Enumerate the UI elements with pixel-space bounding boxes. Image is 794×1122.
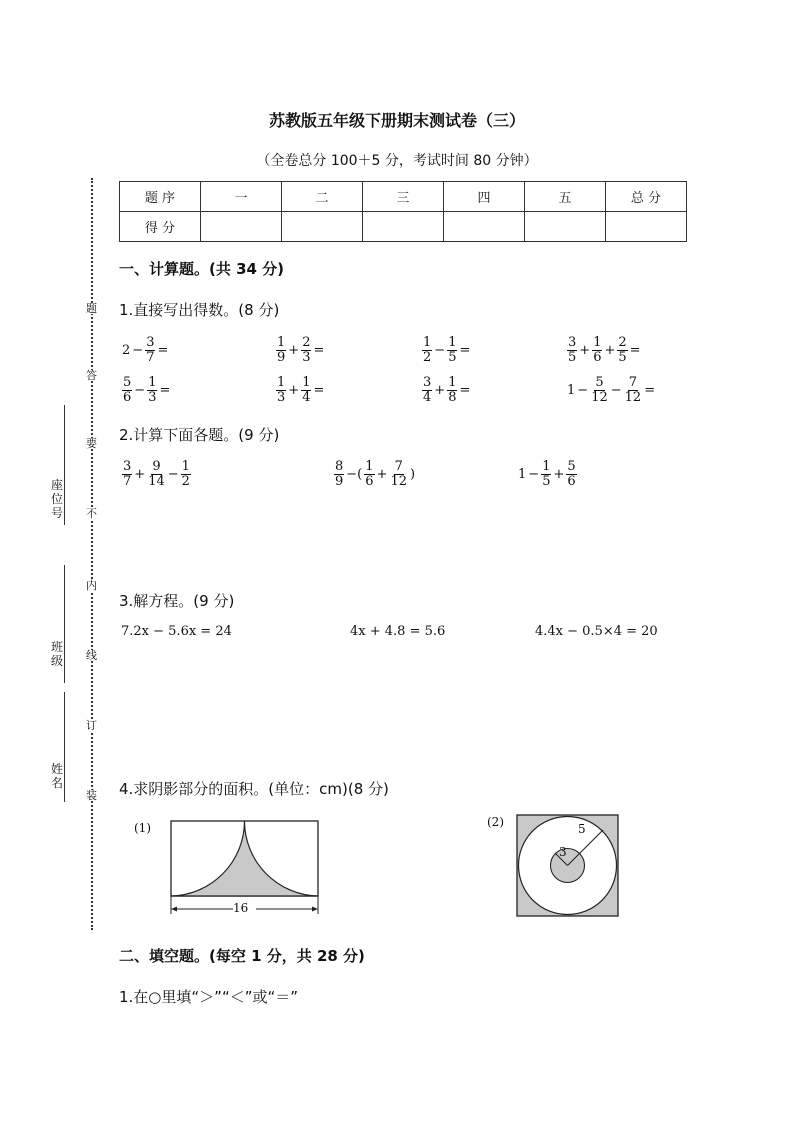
- expression-term: +: [434, 383, 446, 398]
- fraction-numerator: 8: [335, 459, 344, 474]
- fraction-denominator: 9: [335, 474, 344, 489]
- fraction-denominator: 12: [624, 390, 642, 405]
- calculation-item: [333, 460, 416, 489]
- score-table: [119, 181, 687, 242]
- fraction: [147, 376, 157, 405]
- fraction-numerator: 1: [365, 459, 374, 474]
- expression-term: =: [644, 383, 656, 398]
- expression-term: =: [313, 383, 325, 398]
- fraction-denominator: 12: [591, 390, 608, 405]
- q5-title: 1.在○里填“＞”“＜”或“＝”: [119, 988, 299, 1006]
- fraction-denominator: 5: [448, 350, 457, 365]
- fraction: [147, 460, 166, 489]
- fraction-numerator: 1: [448, 335, 457, 350]
- score-row-label: 得 分: [120, 212, 201, 242]
- fraction-denominator: 3: [148, 390, 157, 405]
- fraction: [566, 460, 576, 489]
- fraction-denominator: 5: [542, 474, 551, 489]
- binding-margin-char: 装: [86, 789, 97, 802]
- binding-margin-char: 不: [86, 507, 97, 520]
- fraction-numerator: 3: [123, 459, 132, 474]
- expression-term: −(: [346, 467, 363, 482]
- fraction: [364, 460, 374, 489]
- fraction-numerator: 1: [423, 335, 432, 350]
- figure-2-label: (2): [487, 815, 504, 829]
- page-title: 苏教版五年级下册期末测试卷（三）: [268, 111, 525, 130]
- fraction-numerator: 1: [181, 459, 190, 474]
- fraction-numerator: 1: [277, 335, 286, 350]
- expression-term: =: [629, 343, 641, 358]
- fraction-numerator: 1: [448, 375, 457, 390]
- fraction-denominator: 2: [181, 474, 190, 489]
- expression-term: ): [409, 467, 416, 482]
- figure-1-dimension: 16: [233, 901, 249, 915]
- expression-term: −: [134, 383, 146, 398]
- fraction: [301, 336, 311, 365]
- mental-math-item: [121, 376, 171, 405]
- expression-term: =: [459, 343, 471, 358]
- expression-term: +: [579, 343, 591, 358]
- fraction: [145, 336, 155, 365]
- figure-2-outer-radius: 5: [578, 822, 586, 836]
- expression-term: −: [610, 383, 622, 398]
- fraction-denominator: 12: [390, 474, 407, 489]
- fraction-denominator: 5: [618, 350, 627, 365]
- score-header-cell: 五: [525, 182, 606, 212]
- fraction: [541, 460, 551, 489]
- fraction: [422, 336, 432, 365]
- fraction-denominator: 2: [423, 350, 432, 365]
- binding-margin-char: 订: [86, 719, 97, 732]
- fraction-numerator: 1: [302, 375, 311, 390]
- mental-math-item: [121, 336, 169, 365]
- seat-number-label: 座位号: [50, 478, 63, 520]
- equation-1: 7.2x − 5.6x = 24: [121, 624, 232, 639]
- fraction: [301, 376, 311, 405]
- expression-term: 2: [122, 343, 131, 358]
- fraction-denominator: 6: [567, 474, 576, 489]
- fraction: [592, 336, 602, 365]
- fraction-denominator: 6: [365, 474, 374, 489]
- expression-term: +: [134, 467, 146, 482]
- fraction: [276, 336, 286, 365]
- q2-title: 2.计算下面各题。(9 分): [119, 426, 280, 444]
- fraction-denominator: 8: [448, 390, 457, 405]
- q1-title: 1.直接写出得数。(8 分): [119, 301, 280, 319]
- fraction-denominator: 9: [277, 350, 286, 365]
- score-input-cell[interactable]: [606, 212, 687, 242]
- expression-term: =: [159, 383, 171, 398]
- expression-term: −: [577, 383, 589, 398]
- binding-margin-char: 要: [86, 437, 97, 450]
- fraction-numerator: 3: [146, 335, 155, 350]
- equation-3: 4.4x − 0.5×4 = 20: [535, 624, 658, 639]
- fraction-denominator: 14: [148, 474, 165, 489]
- class-label: 班级: [50, 640, 63, 668]
- fraction-numerator: 7: [394, 459, 403, 474]
- mental-math-item: [421, 376, 471, 405]
- expression-term: +: [553, 467, 565, 482]
- fraction: [624, 376, 643, 405]
- score-header-cell: 三: [363, 182, 444, 212]
- score-header-cell: 总 分: [606, 182, 687, 212]
- fraction-numerator: 1: [542, 459, 551, 474]
- figure-2-diagram: [515, 813, 621, 919]
- fraction-denominator: 6: [593, 350, 602, 365]
- fraction: [334, 460, 344, 489]
- expression-term: +: [604, 343, 616, 358]
- fraction: [567, 336, 577, 365]
- class-line: [64, 565, 65, 683]
- fraction-denominator: 4: [302, 390, 311, 405]
- calculation-item: [517, 460, 578, 489]
- fraction-numerator: 3: [423, 375, 432, 390]
- fraction-denominator: 3: [302, 350, 311, 365]
- score-header-cell: 四: [444, 182, 525, 212]
- binding-margin-char: 题: [86, 302, 97, 315]
- score-input-cell[interactable]: [201, 212, 282, 242]
- fraction-denominator: 4: [423, 390, 432, 405]
- mental-math-item: [421, 336, 471, 365]
- figure-2-inner-radius: 3: [559, 845, 567, 859]
- fraction-denominator: 7: [146, 350, 155, 365]
- fraction-numerator: 5: [567, 459, 576, 474]
- fraction-denominator: 3: [277, 390, 286, 405]
- fraction-numerator: 3: [568, 335, 577, 350]
- equation-2: 4x + 4.8 = 5.6: [350, 624, 446, 639]
- fraction-numerator: 5: [595, 375, 604, 390]
- fraction: [617, 336, 627, 365]
- section-2-heading: 二、填空题。(每空 1 分，共 28 分): [119, 947, 365, 965]
- page-subtitle: （全卷总分 100＋5 分，考试时间 80 分钟）: [256, 153, 538, 169]
- expression-term: =: [313, 343, 325, 358]
- q3-title: 3.解方程。(9 分): [119, 592, 235, 610]
- name-line: [64, 692, 65, 802]
- score-table-header-row: [120, 182, 687, 212]
- fraction-denominator: 5: [568, 350, 577, 365]
- fraction-numerator: 9: [152, 459, 161, 474]
- mental-math-item: [275, 376, 325, 405]
- binding-dotted-line: [91, 178, 93, 930]
- fraction: [276, 376, 286, 405]
- fraction-numerator: 2: [302, 335, 311, 350]
- fraction-numerator: 1: [148, 375, 157, 390]
- section-1-heading: 一、计算题。(共 34 分): [119, 260, 285, 278]
- expression-term: 1: [567, 383, 576, 398]
- expression-term: +: [376, 467, 388, 482]
- expression-term: −: [132, 343, 144, 358]
- figure-1-label: (1): [134, 821, 151, 835]
- score-header-cell: 题 序: [120, 182, 201, 212]
- seat-number-line: [64, 405, 65, 525]
- q4-title: 4.求阴影部分的面积。(单位：cm)(8 分): [119, 780, 389, 798]
- score-header-cell: 一: [201, 182, 282, 212]
- fraction: [389, 460, 408, 489]
- binding-margin-char: 线: [86, 649, 97, 662]
- score-header-cell: 二: [282, 182, 363, 212]
- mental-math-item: [275, 336, 325, 365]
- fraction: [122, 376, 132, 405]
- binding-margin-char: 答: [86, 369, 97, 382]
- score-table-score-row: [120, 212, 687, 242]
- expression-term: +: [288, 343, 300, 358]
- expression-term: =: [157, 343, 169, 358]
- mental-math-item: [566, 336, 642, 365]
- score-input-cell[interactable]: [444, 212, 525, 242]
- fraction-numerator: 1: [277, 375, 286, 390]
- score-input-cell[interactable]: [525, 212, 606, 242]
- fraction-numerator: 7: [628, 375, 638, 390]
- fraction-denominator: 6: [123, 390, 132, 405]
- expression-term: 1: [518, 467, 527, 482]
- fraction: [447, 336, 457, 365]
- expression-term: +: [288, 383, 300, 398]
- fraction: [122, 460, 132, 489]
- calculation-item: [121, 460, 192, 489]
- fraction-numerator: 5: [123, 375, 132, 390]
- fraction-denominator: 7: [123, 474, 132, 489]
- expression-term: =: [459, 383, 471, 398]
- expression-term: −: [528, 467, 540, 482]
- score-input-cell[interactable]: [282, 212, 363, 242]
- name-label: 姓名: [50, 762, 63, 790]
- score-input-cell[interactable]: [363, 212, 444, 242]
- binding-margin-char: 内: [86, 579, 97, 592]
- fraction: [422, 376, 432, 405]
- expression-term: −: [434, 343, 446, 358]
- mental-math-item: [566, 376, 656, 405]
- fraction: [447, 376, 457, 405]
- fraction-numerator: 2: [618, 335, 627, 350]
- fraction: [590, 376, 609, 405]
- fraction: [181, 460, 191, 489]
- expression-term: −: [167, 467, 179, 482]
- fraction-numerator: 1: [593, 335, 602, 350]
